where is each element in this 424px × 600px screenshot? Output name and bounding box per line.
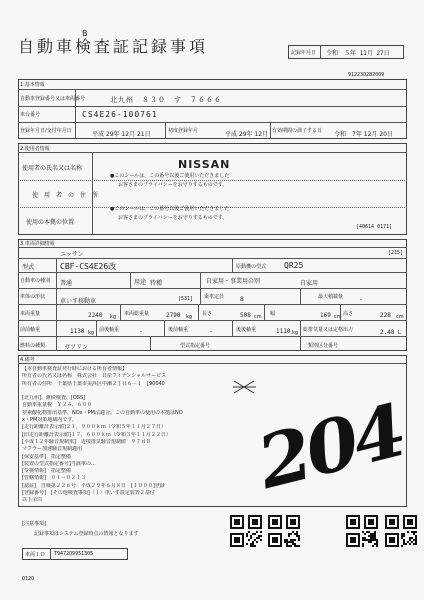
- notice-text: 記録事項はシステム登録時点の情報となります: [34, 531, 139, 537]
- unit-cm: cm: [396, 314, 404, 320]
- registration-date-label: 登録年月日/交付年月日: [20, 128, 72, 134]
- record-date-label: 記録年月日: [291, 50, 317, 56]
- vehicle-kind-value: 普通: [60, 280, 73, 287]
- maker-code: [215]: [388, 250, 404, 256]
- rear-rear-axle-value: 1110: [276, 328, 291, 335]
- remark-line: [認証] 自検第２２６号 平成２９年６月８日 [１０００]登録: [22, 482, 165, 489]
- privacy-notice-line: お客さまのプライバシーをお守りするものです。: [118, 215, 228, 221]
- form-mark: B: [82, 29, 88, 38]
- cancel-stamp: [232, 378, 258, 398]
- remarks-heading: 4.備考: [20, 357, 35, 363]
- remark-line: 所有者の氏名又は名称 株式会社 日産フィナンシャルサービス: [22, 373, 167, 380]
- fuel-type-label: 燃料の種類: [20, 343, 46, 349]
- maker-value: ニッサン: [60, 251, 84, 258]
- unit-kg: kg: [110, 314, 117, 320]
- rear-front-axle-label: 後前軸重: [168, 327, 189, 333]
- remark-line: [平成１２年騒音規制車] 近接排気騒音規制値 ９７ｄＢ: [22, 438, 151, 445]
- vehicle-id-value: T9472Q9951305: [54, 551, 94, 557]
- user-name-label: 使用者の氏名又は名称: [22, 165, 83, 172]
- unit-cm: cm: [334, 314, 342, 320]
- type-designation-label: 型式指定番号: [180, 343, 211, 349]
- first-registration-value: 平成 29年 12月: [225, 131, 269, 138]
- vehicle-weight-value: 2240: [88, 312, 103, 319]
- remark-line: [旧走行距離計表示値]１７，６００ｋｍ（令和３年１１月２２日）: [22, 431, 171, 438]
- expiry-date-value: 令和 7年 12月 20日: [334, 131, 393, 138]
- width-value: 169: [320, 312, 331, 319]
- length-value: 508: [240, 312, 251, 319]
- notice-heading: [注意事項]: [22, 521, 46, 527]
- record-date-value: 令和 ５年 11月 27日: [326, 50, 390, 57]
- remark-line: 以下余白: [22, 497, 43, 504]
- front-rear-axle-value: -: [140, 328, 143, 335]
- chassis-number-value: CS4E26-100761: [82, 110, 158, 119]
- unit-cm: cm: [254, 314, 262, 320]
- capacity-label: 乗車定員: [204, 294, 225, 300]
- privacy-notice-line: ●このシールは、この番号以後ご使用いただきました: [110, 206, 230, 212]
- registration-number-label: 自動車登録番号又は車両番号: [20, 96, 86, 102]
- front-front-axle-value: 1130: [70, 328, 85, 335]
- remark-line: 所有者の住所 千葉県千葉市美浜区中瀬２丁目６－１ [90040: [22, 380, 165, 387]
- fuel-type-value: ガソリン: [64, 344, 89, 351]
- body-shape-label: 車体の形状: [20, 294, 46, 300]
- remark-line: 【本自動車検査証発行時における所有者情報】: [22, 366, 128, 372]
- remark-line: マフラー加速騒音規制適用: [22, 446, 83, 453]
- engine-model-label: 原動機の型式: [236, 264, 267, 270]
- remark-line: [保安基準] 指定整備: [22, 453, 71, 460]
- vehicle-kind-label: 自動車の種別: [20, 278, 51, 284]
- gross-weight-label: 車両総重量: [124, 311, 150, 317]
- first-registration-label: 初度登録年月: [168, 128, 199, 134]
- remark-line: [受検情報] 指定整備: [22, 468, 71, 475]
- class-number-label: 類別区分番号: [308, 343, 339, 349]
- length-label: 長さ: [202, 311, 213, 317]
- remark-line: [走行距離計表示値]２１，９００ｋｍ（令和５年１１月２７日）: [22, 424, 166, 431]
- private-business-label: 自家用・事業用の別: [206, 278, 261, 285]
- unit-l: L: [398, 330, 401, 336]
- max-load-label: 最大積載量: [318, 294, 344, 300]
- remark-line: 窒素酸化物排出基準、NOx・PM法適合。この自動車の使用の本拠はNO: [22, 409, 183, 416]
- vehicle-details-heading: 3.車両詳細情報: [20, 241, 55, 247]
- engine-model-value: QR25: [284, 261, 304, 270]
- unit-kg: kg: [292, 330, 299, 336]
- seal-number: [40614 0171]: [356, 224, 393, 230]
- registration-number-value: 北九州 ８３０ す ７６６６: [110, 96, 222, 104]
- user-address-label: 使 用 者 の 住 所: [32, 192, 99, 199]
- user-info-section: [18, 143, 407, 235]
- model-value: CBF-CS4E26改: [60, 262, 117, 271]
- displacement-label: 総排気量又は定格出力: [303, 327, 354, 333]
- privacy-notice-line: お客さまのプライバシーをお守りするものです。: [118, 182, 228, 188]
- qr-code-icon: [346, 515, 378, 547]
- nissan-logo: NISSAN: [178, 158, 231, 171]
- use-label: 用途: [134, 279, 147, 286]
- max-load-value: -: [360, 296, 363, 303]
- remark-line: [登録番号] [その他検査事項]（１）車いす設定装置２基付: [22, 490, 155, 497]
- width-label: 幅: [270, 311, 276, 317]
- displacement-value: 2.48: [380, 329, 395, 336]
- private-business-value: 自家用: [300, 280, 319, 287]
- front-front-axle-label: 前前軸重: [20, 327, 41, 333]
- height-value: 228: [380, 312, 391, 319]
- registration-date-value: 平成 29年 12月 21日: [92, 131, 151, 138]
- remark-line: x・PM対策地域内です。: [22, 417, 77, 424]
- front-rear-axle-label: 前後軸重: [99, 327, 120, 333]
- rear-rear-axle-label: 後後軸重: [236, 327, 257, 333]
- remark-line: [装置の型式指定番号]当該車の…: [22, 460, 96, 467]
- use-value: 特種: [150, 280, 163, 287]
- basic-info-heading: 1.基本情報: [20, 82, 45, 88]
- qr-code-icon: [230, 515, 262, 547]
- document-number: 9122302B2009: [348, 72, 385, 78]
- page-title: 自動車検査証記録事項: [18, 37, 209, 56]
- unit-kg: kg: [88, 330, 95, 336]
- expiry-date-label: 有効期間の満了する日: [272, 128, 323, 134]
- gross-weight-value: 2790: [166, 312, 181, 319]
- remark-line: [北九州]、継続検査、[OSS]: [22, 395, 86, 402]
- chassis-number-label: 車台番号: [20, 112, 41, 118]
- body-shape-value: 車いす移動車: [60, 298, 97, 305]
- height-label: 高さ: [343, 311, 354, 317]
- capacity-value: 8: [240, 296, 244, 303]
- user-info-heading: 2.使用者情報: [20, 146, 50, 152]
- remark-line: [管轄情報] ０１－０２１３: [22, 475, 86, 482]
- body-shape-code: [531]: [178, 296, 194, 302]
- page-code: 0120: [22, 576, 35, 582]
- vehicle-weight-label: 車両重量: [20, 311, 41, 317]
- unit-kg: kg: [186, 314, 193, 320]
- qr-code-icon: [385, 515, 417, 547]
- model-label: 型式: [22, 264, 35, 271]
- base-location-label: 使用の本拠の位置: [26, 219, 75, 226]
- handwritten-number: 204: [249, 387, 411, 505]
- remark-line: 自動車重量税 ￥２４，６００: [22, 402, 93, 409]
- vehicle-id-label: 車両ＩＤ: [25, 552, 46, 558]
- qr-code-icon: [268, 515, 300, 547]
- privacy-notice-line: ●このシールは、この番号以後ご使用いただきました: [110, 173, 230, 179]
- rear-front-axle-value: -: [210, 328, 213, 335]
